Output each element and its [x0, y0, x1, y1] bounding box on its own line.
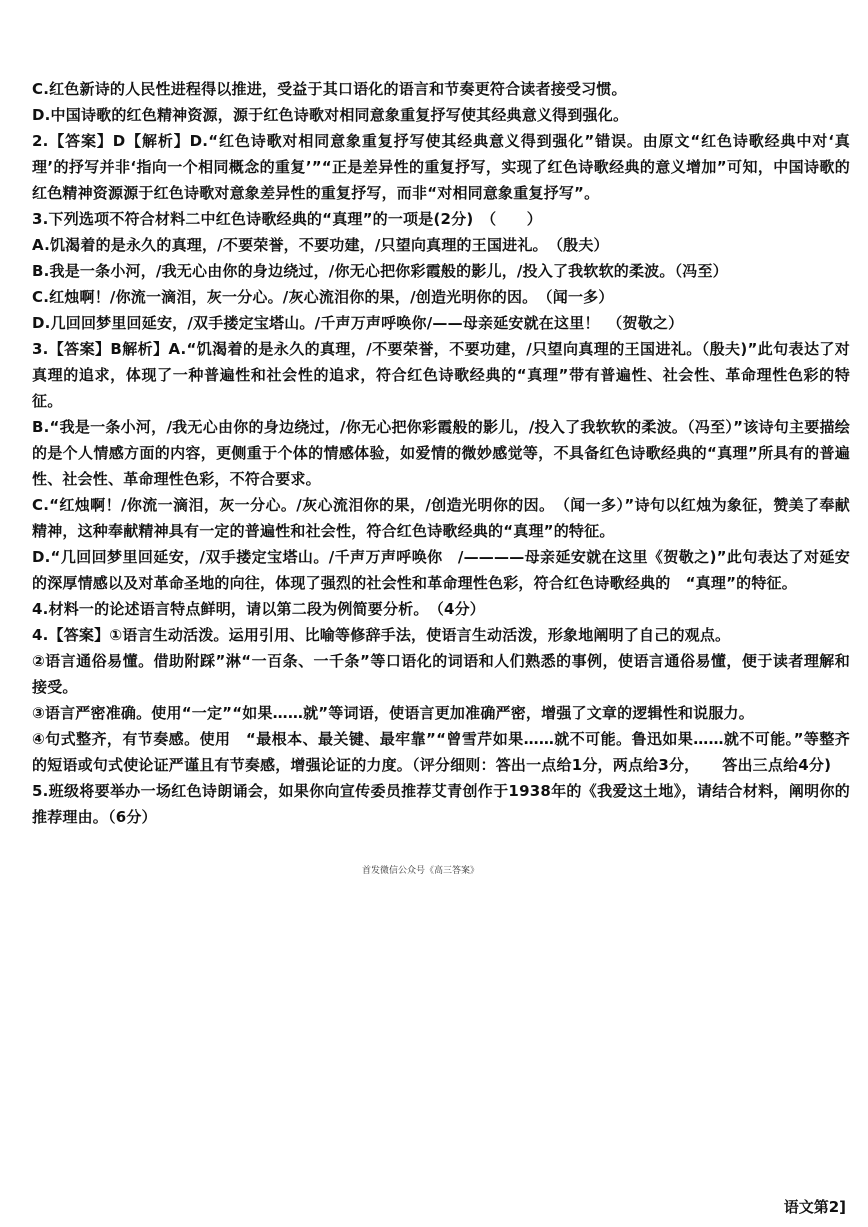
- question-5: 5.班级将要举办一场红色诗朗诵会，如果你向宣传委员推荐艾青创作于1938年的《我爱这土地》，请结合材料，阐明你的推荐理由。（6分）: [32, 782, 850, 826]
- answer-4-point-1: 4.【答案】①语言生动活泼。运用引用、比喻等修辞手法，使语言生动活泼，形象地阐明了自己的观点。: [32, 626, 731, 644]
- answer-4-point-4: ④句式整齐，有节奏感。使用 “最根本、最关键、最牢靠”“曾雪芹如果……就不可能。鲁迅如果……就不可能。”等整齐的短语或句式使论证严谨且有节奏感，增强论证的力度。（评分细则：答出一点给1分，两点给3分， 答出三点给4分): [32, 730, 850, 774]
- answer-3-analysis-d: D.“几回回梦里回延安，/双手搂定宝塔山。/千声万声呼唤你 /————母亲延安就在这里《贺敬之)”此句表达了对延安的深厚情感以及对革命圣地的向往，体现了强烈的社会性和革命理性色彩，符合红色诗歌经典的 “真理”的特征。: [32, 548, 850, 592]
- question-3-option-d: D.几回回梦里回延安，/双手搂定宝塔山。/千声万声呼唤你/——母亲延安就在这里！ （贺敬之）: [32, 314, 684, 332]
- question-3: 3.下列选项不符合材料二中红色诗歌经典的“真理”的一项是(2分) （ ）: [32, 210, 542, 228]
- watermark-text: 首发微信公众号《高三答案》: [362, 866, 480, 876]
- answer-4-point-2: ②语言通俗易懂。借助附踩”淋“一百条、一千条”等口语化的词语和人们熟悉的事例，使语言通俗易懂，便于读者理解和接受。: [32, 652, 850, 696]
- question-3-option-a: A.饥渴着的是永久的真理，/不要荣誉，不要功建，/只望向真理的王国进礼。 （殷夫）: [32, 236, 609, 254]
- option-c-statement: C.红色新诗的人民性进程得以推进，受益于其口语化的语言和节奏更符合读者接受习惯。: [32, 80, 627, 98]
- option-d-statement: D.中国诗歌的红色精神资源，源于红色诗歌对相同意象重复抒写使其经典意义得到强化。: [32, 106, 629, 124]
- document-body: [32, 76, 850, 830]
- page-footer: 语文第2]: [783, 1198, 846, 1216]
- answer-2: 2.【答案】D【解析】D.“红色诗歌对相同意象重复抒写使其经典意义得到强化”错误。由原文“红色诗歌经典中对‘真理’的抒写并非‘指向一个相同概念的重复’”“正是差异性的重复抒写，实现了红色诗歌经典的意义增加”可知，中国诗歌的红色精神资源源于红色诗歌对意象差异性的重复抒写，而非“对相同意象重复抒写”。: [32, 132, 850, 202]
- answer-3-analysis-c: C.“红烛啊！/你流一滴泪，灰一分心。/灰心流泪你的果，/创造光明你的因。 （闻一多）”诗句以红烛为象征，赞美了奉献精神，这种奉献精神具有一定的普遍性和社会性，符合红色诗歌经典的“真理”的特征。: [32, 496, 850, 540]
- question-3-option-c: C.红烛啊！/你流一滴泪，灰一分心。/灰心流泪你的果，/创造光明你的因。 （闻一多）: [32, 288, 614, 306]
- answer-3-analysis-b: B.“我是一条小河，/我无心由你的身边绕过，/你无心把你彩霞般的影儿，/投入了我软软的柔波。（冯至）”该诗句主要描绘的是个人情感方面的内容，更侧重于个体的情感体验，如爱情的微妙感觉等，不具备红色诗歌经典的“真理”所具有的普遍性、社会性、革命理性色彩，不符合要求。: [32, 418, 850, 488]
- answer-3-analysis-a: 3.【答案】B解析】A.“饥渴着的是永久的真理，/不要荣誉，不要功建，/只望向真理的王国进礼。（殷夫)”此句表达了对真理的追求，体现了一种普遍性和社会性的追求，符合红色诗歌经典的“真理”带有普遍性、社会性、革命理性色彩的特征。: [32, 340, 850, 410]
- answer-4-point-3: ③语言严密准确。使用“一定”“如果……就”等词语，使语言更加准确严密，增强了文章的逻辑性和说服力。: [32, 704, 754, 722]
- question-4: 4.材料一的论述语言特点鲜明，请以第二段为例简要分析。 （4分）: [32, 600, 485, 618]
- question-3-option-b: B.我是一条小河，/我无心由你的身边绕过，/你无心把你彩霞般的影儿，/投入了我软软的柔波。（冯至）: [32, 262, 728, 280]
